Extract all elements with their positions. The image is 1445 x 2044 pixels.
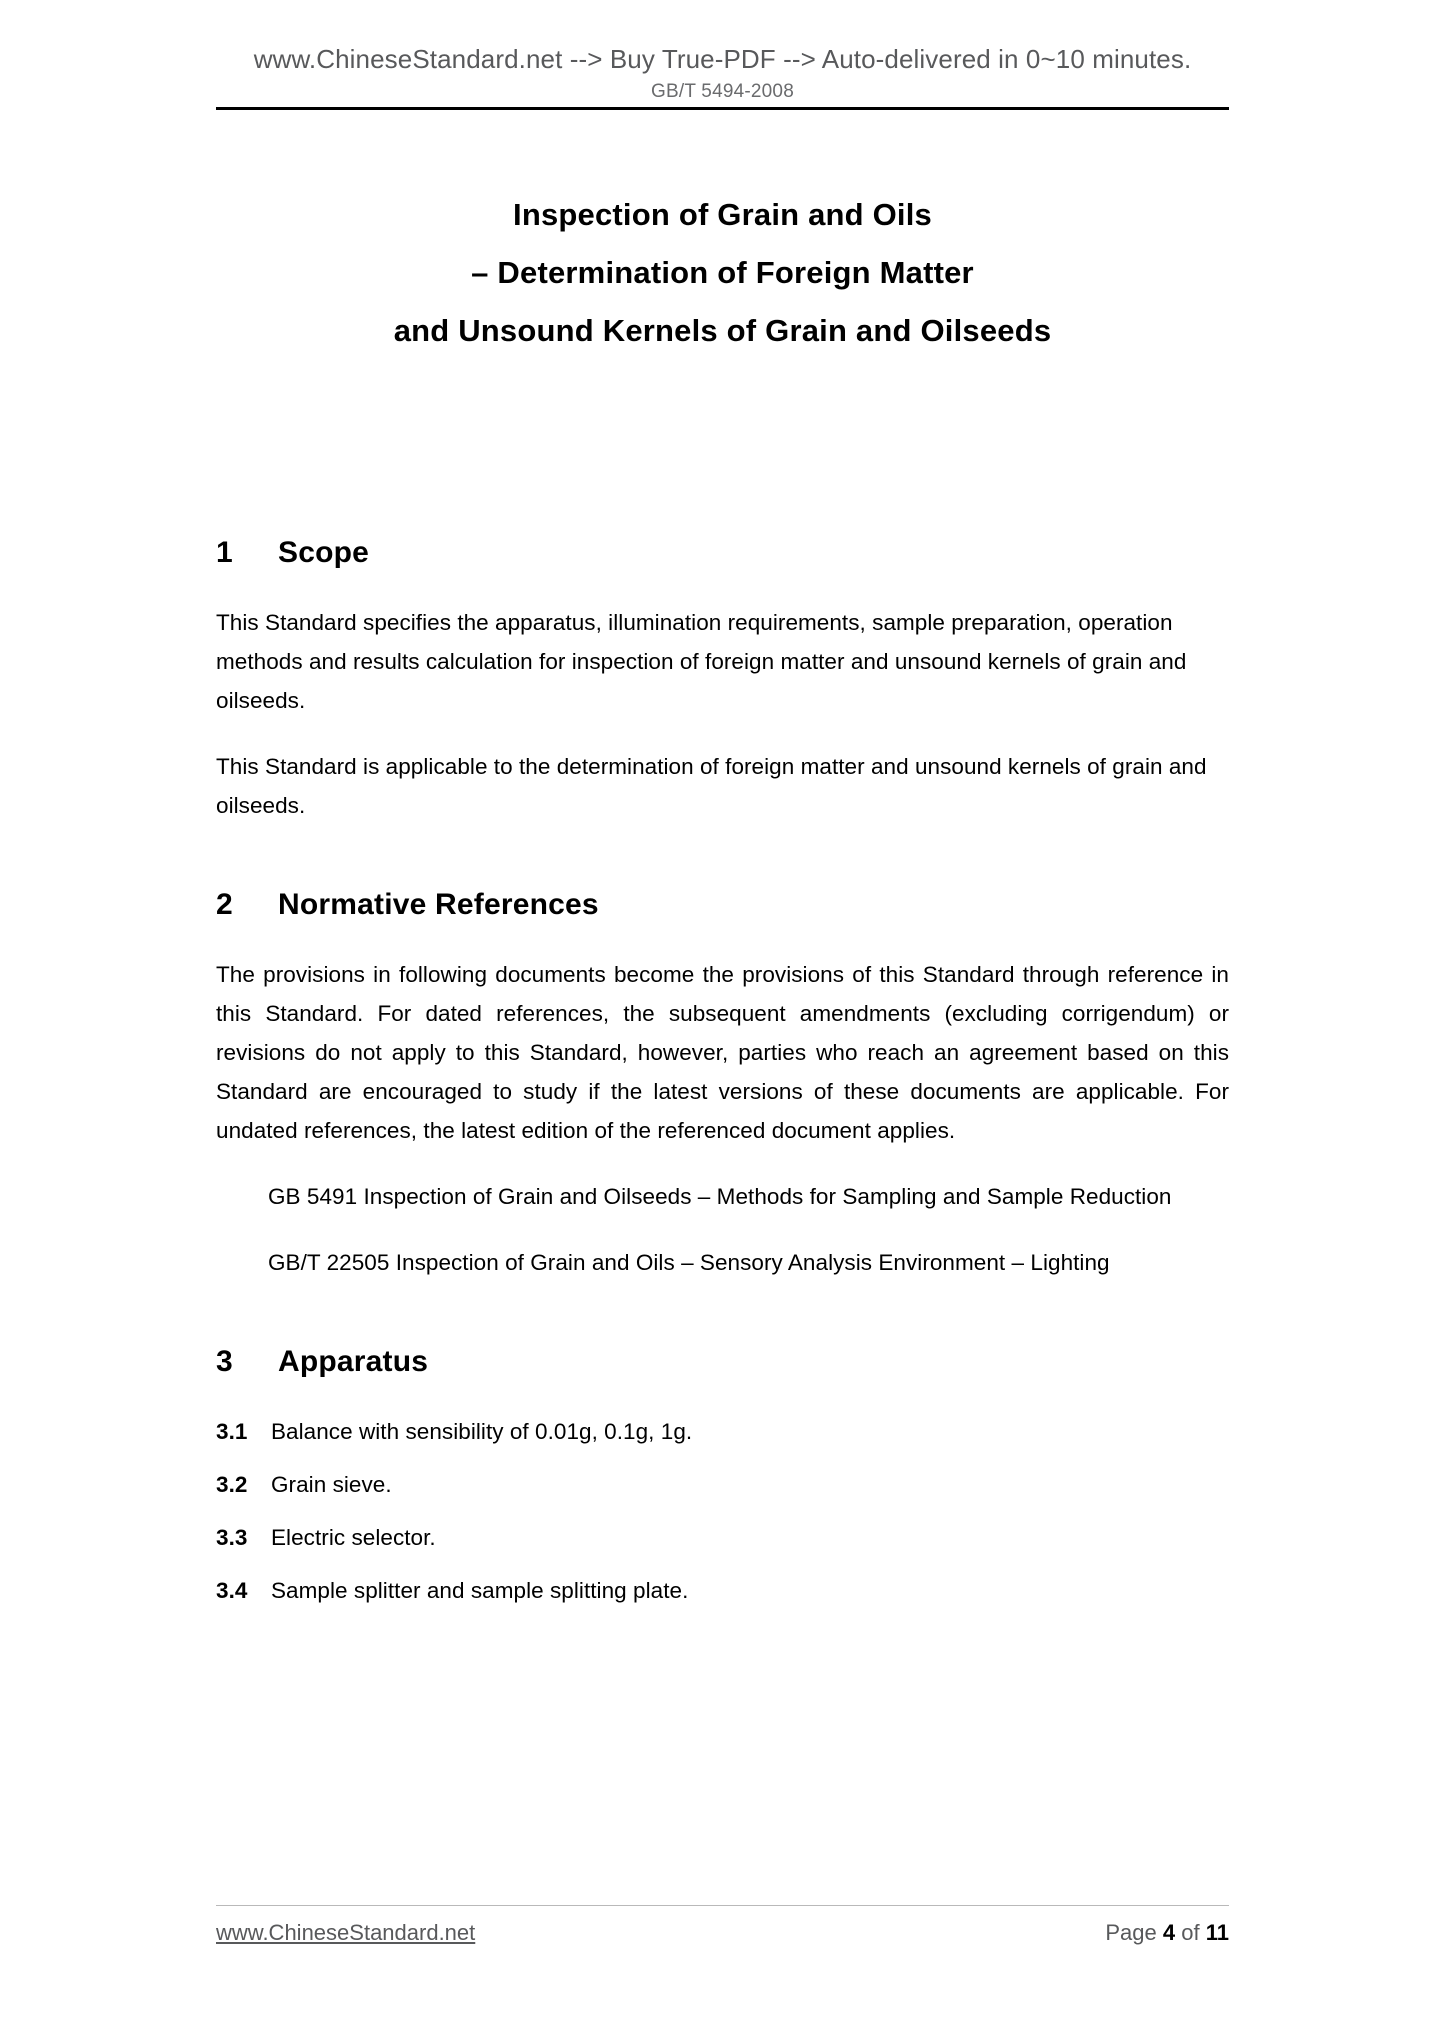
title-line-1: Inspection of Grain and Oils (513, 197, 932, 232)
clause-number-3-4: 3.4 (216, 1578, 248, 1603)
clause-number-3-2: 3.2 (216, 1472, 248, 1497)
clause-text-3-4: Sample splitter and sample splitting plate. (271, 1578, 689, 1603)
reference-item-gb-5491: GB 5491 Inspection of Grain and Oilseeds – Methods for Sampling and Sample Reduction (268, 1184, 1172, 1209)
clause-3-4 (216, 1571, 1229, 1610)
section-heading-normative-references (216, 887, 1229, 923)
reference-item-gbt-22505: GB/T 22505 Inspection of Grain and Oils – Sensory Analysis Environment – Lighting (268, 1250, 1110, 1275)
clause-text-3-3: Electric selector. (271, 1525, 436, 1550)
section-heading-scope (216, 535, 1229, 571)
header-divider (216, 107, 1229, 110)
section-number-3: 3 (216, 1345, 233, 1378)
section-title-3: Apparatus (278, 1345, 429, 1378)
clause-text-3-1: Balance with sensibility of 0.01g, 0.1g, 1g. (271, 1419, 693, 1444)
section-number-1: 1 (216, 536, 233, 569)
document-title (216, 186, 1229, 360)
clause-text-3-2: Grain sieve. (271, 1472, 392, 1497)
page-current: 4 (1162, 1920, 1176, 1945)
page-total: 11 (1205, 1920, 1229, 1945)
clause-3-2 (216, 1465, 1229, 1504)
scope-paragraph-1: This Standard specifies the apparatus, illumination requirements, sample preparation, operation methods and results calculation for inspection of foreign matter and unsound kernels of grain and oilseeds. (216, 610, 1187, 713)
scope-paragraph-2: This Standard is applicable to the determination of foreign matter and unsound kernels of grain and oilseeds. (216, 754, 1207, 818)
normative-references-paragraph: The provisions in following documents become the provisions of this Standard through reference in this Standard. For dated references, the subsequent amendments (excluding corrigendum) or revisions do not apply to this Standard, however, parties who reach an agreement based on this Standard are encouraged to study if the latest versions of these documents are applicable. For undated references, the latest edition of the referenced document applies. (216, 962, 1229, 1143)
footer-site-link[interactable]: www.ChineseStandard.net (216, 1920, 476, 1945)
document-body (216, 535, 1229, 1610)
clause-3-3 (216, 1518, 1229, 1557)
page-middle: of (1181, 1920, 1200, 1945)
clause-number-3-1: 3.1 (216, 1419, 248, 1444)
footer-divider (216, 1905, 1229, 1906)
page-number-label (1105, 1920, 1229, 1946)
clause-3-1 (216, 1412, 1229, 1451)
page-footer (216, 1920, 1229, 1946)
section-title-2: Normative References (278, 888, 599, 921)
title-line-3: and Unsound Kernels of Grain and Oilseeds (393, 313, 1052, 348)
page-prefix: Page (1105, 1920, 1157, 1945)
title-line-2: – Determination of Foreign Matter (471, 255, 974, 290)
section-heading-apparatus (216, 1344, 1229, 1380)
promo-header: www.ChineseStandard.net --> Buy True-PDF --> Auto-delivered in 0~10 minutes. (253, 44, 1192, 74)
section-number-2: 2 (216, 888, 233, 921)
clause-number-3-3: 3.3 (216, 1525, 248, 1550)
section-title-1: Scope (278, 536, 370, 569)
standard-code: GB/T 5494-2008 (651, 81, 794, 102)
